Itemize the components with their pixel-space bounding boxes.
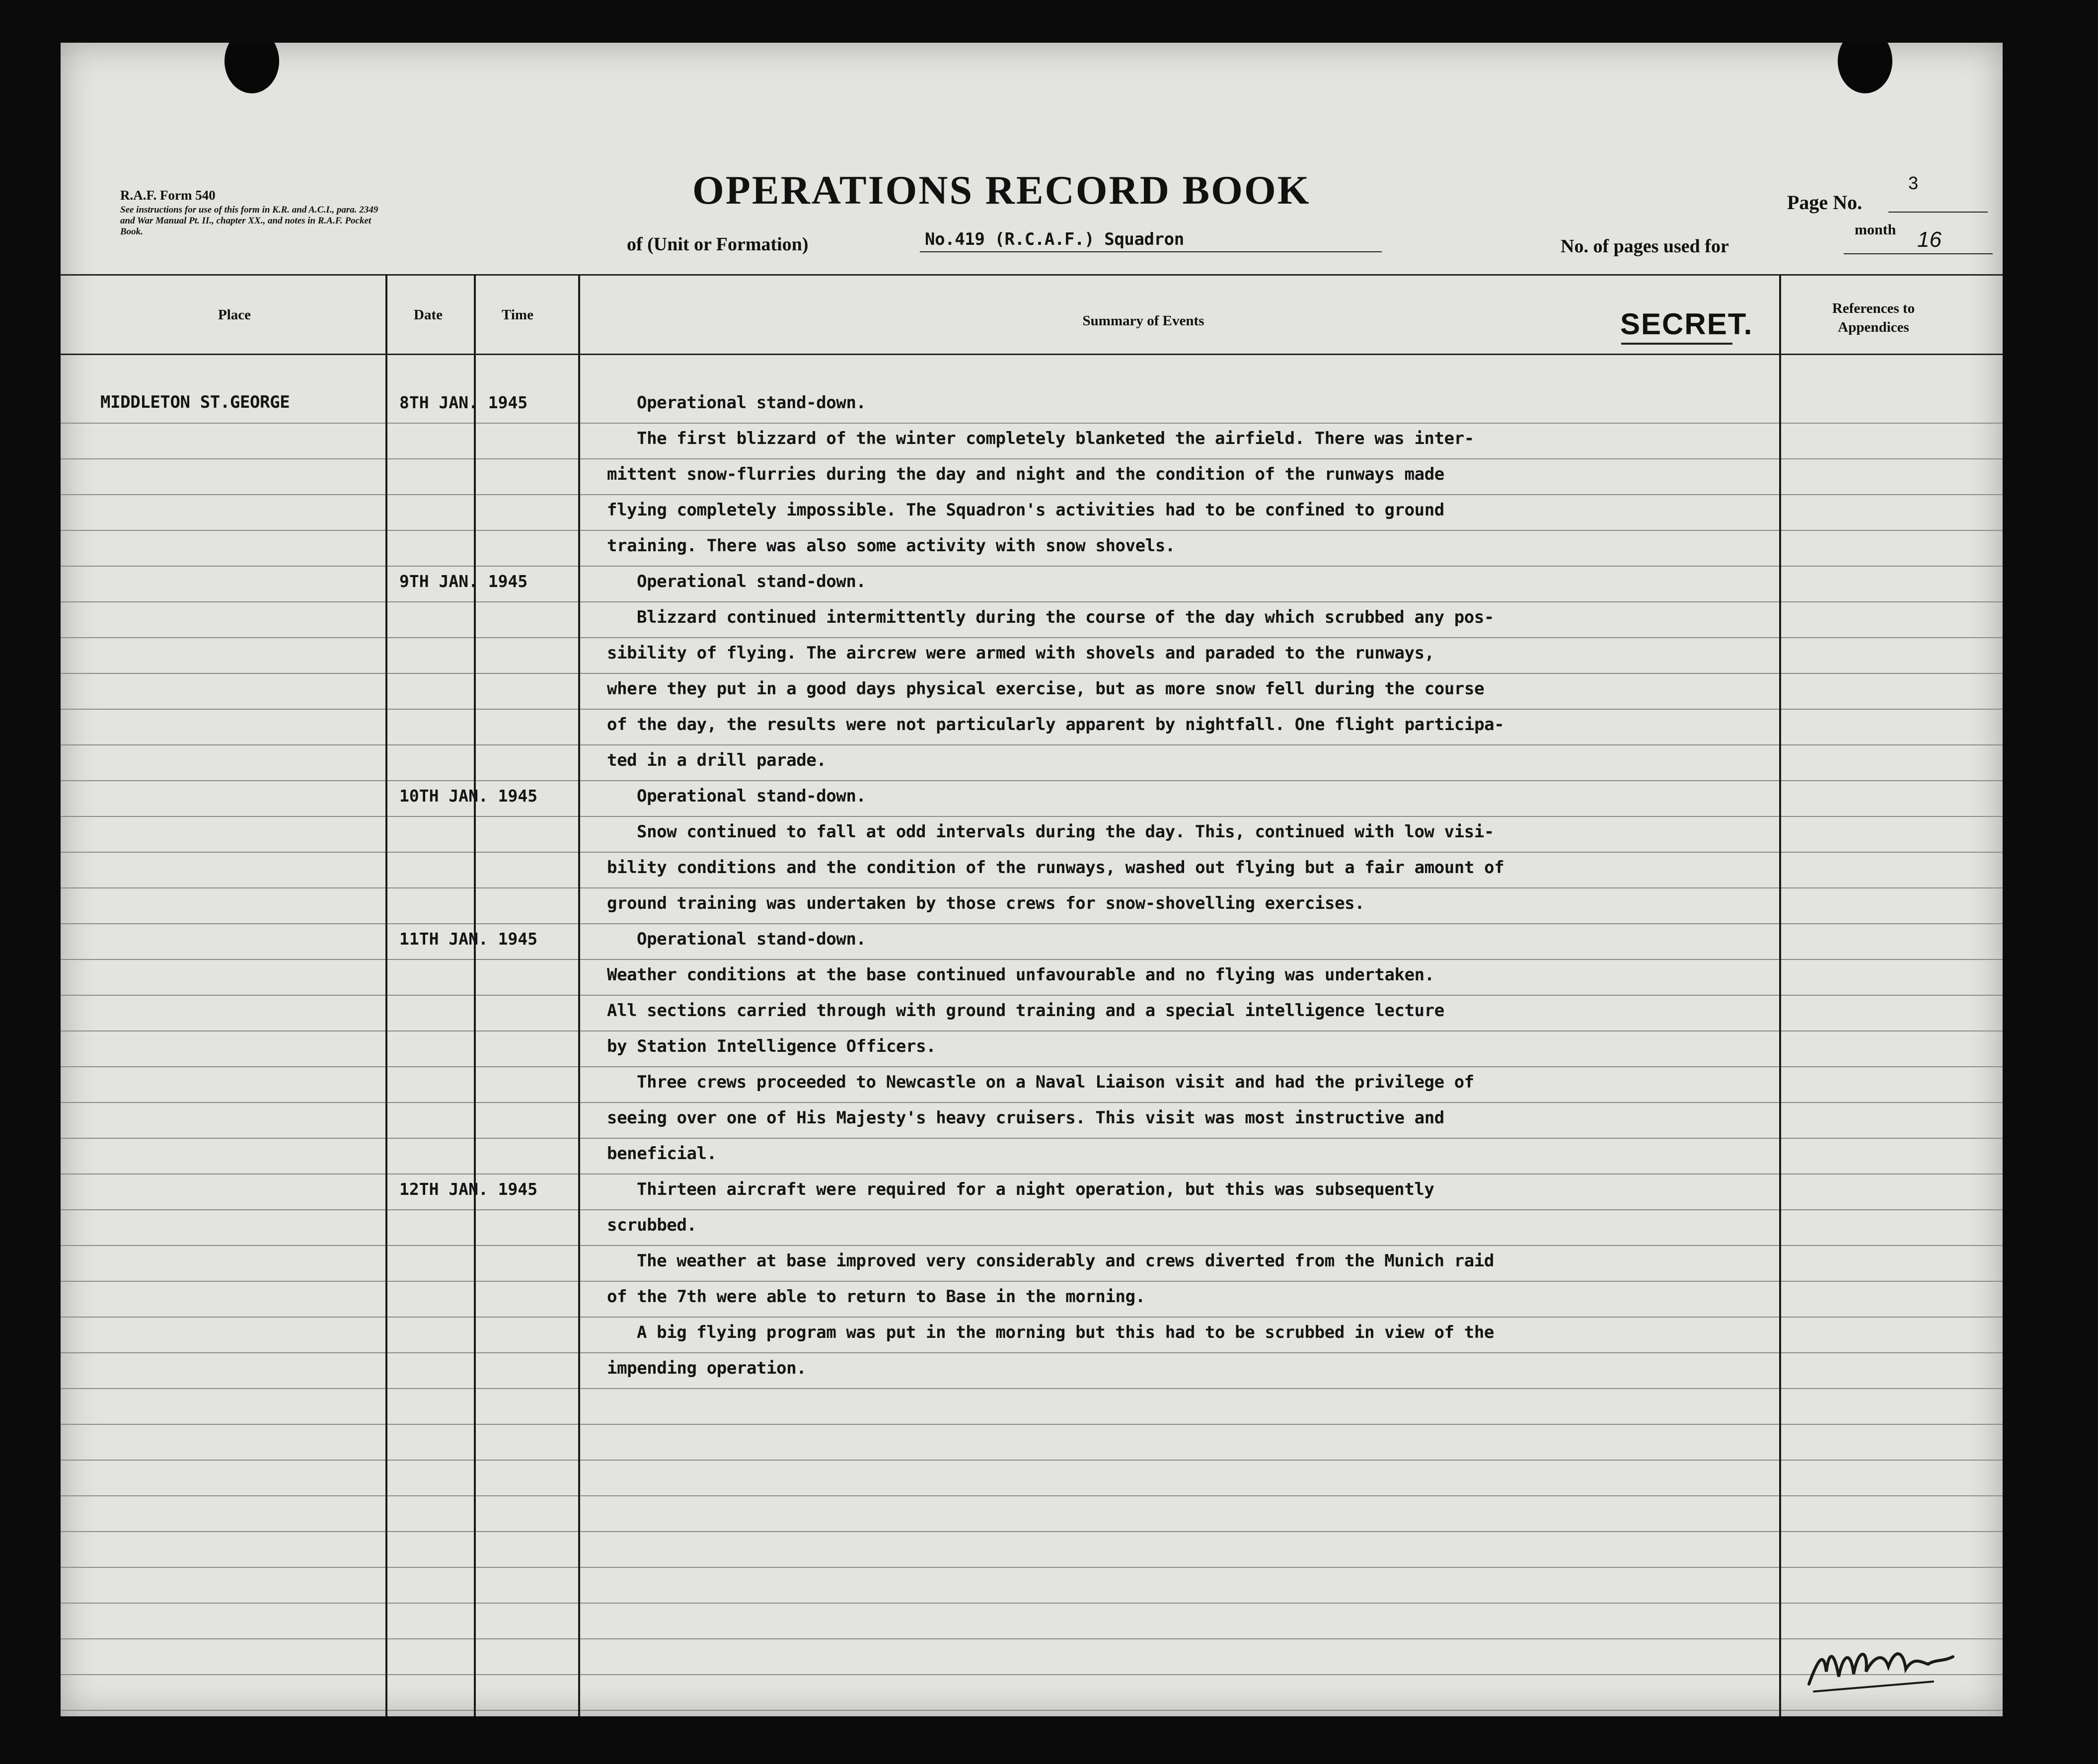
form-instructions: See instructions for use of this form in K.R. and A.C.I., para. 2349 and War Manual Pt. II., chapter XX., and notes in R.A.F. Pocket Book. xyxy=(120,205,378,237)
summary-line: The weather at base improved very considerably and crews diverted from the Munich raid xyxy=(637,1251,1494,1271)
summary-line: impending operation. xyxy=(607,1358,807,1378)
unit-value: No.419 (R.C.A.F.) Squadron xyxy=(925,229,1184,249)
ruled-line xyxy=(61,601,2003,602)
summary-line: by Station Intelligence Officers. xyxy=(607,1036,936,1056)
summary-line: Snow continued to fall at odd intervals during the day. This, continued with low visi- xyxy=(637,822,1494,842)
summary-line: All sections carried through with ground training and a special intelligence lecture xyxy=(607,1001,1444,1021)
summary-line: seeing over one of His Majesty's heavy cruisers. This visit was most instructive and xyxy=(607,1108,1444,1128)
ruled-line xyxy=(61,923,2003,924)
page-no-label: Page No. xyxy=(1787,191,1863,214)
entry-date: 11TH JAN. 1945 xyxy=(399,929,538,949)
ruled-line xyxy=(61,1352,2003,1353)
ruled-line xyxy=(61,1567,2003,1568)
ruled-line xyxy=(61,1281,2003,1282)
summary-line: Operational stand-down. xyxy=(637,393,866,413)
ruled-line xyxy=(61,1710,2003,1711)
ruled-line xyxy=(61,1424,2003,1425)
ruled-line xyxy=(61,1531,2003,1532)
pages-used-label: No. of pages used for xyxy=(1561,236,1729,257)
ruled-line xyxy=(61,1674,2003,1675)
page-title: OPERATIONS RECORD BOOK xyxy=(692,167,1311,213)
ruled-line xyxy=(61,780,2003,781)
col-header-references: References to Appendices xyxy=(1832,300,1915,335)
record-sheet xyxy=(61,43,2003,1716)
binder-hole-right xyxy=(1838,43,1892,93)
summary-line: sibility of flying. The aircrew were armed with shovels and paraded to the runways, xyxy=(607,643,1434,663)
ruled-line xyxy=(61,494,2003,495)
summary-line: The first blizzard of the winter completely blanketed the airfield. There was inter- xyxy=(637,429,1474,448)
ruled-line xyxy=(61,959,2003,960)
summary-line: ted in a drill parade. xyxy=(607,750,826,770)
summary-line: training. There was also some activity with snow shovels. xyxy=(607,536,1175,556)
unit-label: of (Unit or Formation) xyxy=(627,234,809,255)
ruled-line xyxy=(61,852,2003,853)
page-no-value: 3 xyxy=(1908,173,1919,193)
summary-line: beneficial. xyxy=(607,1144,717,1164)
summary-line: Operational stand-down. xyxy=(637,929,866,949)
col-header-place: Place xyxy=(218,307,251,323)
summary-line: Blizzard continued intermittently during the course of the day which scrubbed any pos- xyxy=(637,607,1494,627)
ruled-line xyxy=(61,1245,2003,1246)
binder-hole-left xyxy=(225,43,279,93)
summary-line: ground training was undertaken by those crews for snow-shovelling exercises. xyxy=(607,893,1365,913)
summary-line: Weather conditions at the base continued unfavourable and no flying was undertaken. xyxy=(607,965,1434,985)
summary-line: bility conditions and the condition of the runways, washed out flying but a fair amount of xyxy=(607,858,1504,878)
ruled-line xyxy=(61,1066,2003,1067)
ruled-line xyxy=(61,530,2003,531)
ruled-line xyxy=(61,1388,2003,1389)
ruled-line xyxy=(61,1603,2003,1604)
summary-line: of the 7th were able to return to Base in the morning. xyxy=(607,1287,1145,1307)
ruled-line xyxy=(61,1102,2003,1103)
place-cell: MIDDLETON ST.GEORGE xyxy=(100,392,290,412)
summary-line: A big flying program was put in the morning but this had to be scrubbed in view of the xyxy=(637,1323,1494,1342)
secret-stamp: SECRET. xyxy=(1620,307,1753,341)
ruled-line xyxy=(61,1638,2003,1639)
col-header-time: Time xyxy=(502,307,533,323)
ruled-line xyxy=(61,458,2003,459)
entry-date: 8TH JAN. 1945 xyxy=(399,393,528,412)
ruled-line xyxy=(61,1030,2003,1031)
ruled-line xyxy=(61,1174,2003,1175)
ruled-line xyxy=(61,995,2003,996)
signature-icon xyxy=(1804,1637,1968,1696)
ruled-line xyxy=(61,637,2003,638)
summary-line: Operational stand-down. xyxy=(637,786,866,806)
summary-line: Three crews proceeded to Newcastle on a Naval Liaison visit and had the privilege of xyxy=(637,1072,1474,1092)
divider-time-summary xyxy=(578,274,580,1716)
summary-line: Thirteen aircraft were required for a night operation, but this was subsequently xyxy=(637,1179,1434,1199)
ruled-line xyxy=(61,1138,2003,1139)
summary-line: flying completely impossible. The Squadron's activities had to be confined to ground xyxy=(607,500,1444,520)
ruled-line xyxy=(61,1460,2003,1461)
col-header-summary: Summary of Events xyxy=(1082,313,1204,329)
summary-line: scrubbed. xyxy=(607,1215,697,1235)
ruled-line xyxy=(61,1317,2003,1318)
ruled-line xyxy=(61,566,2003,567)
ruled-line xyxy=(61,816,2003,817)
ruled-line xyxy=(61,1495,2003,1496)
summary-line: of the day, the results were not particularly apparent by nightfall. One flight participa- xyxy=(607,715,1504,735)
col-header-date: Date xyxy=(414,307,443,323)
ruled-line xyxy=(61,744,2003,745)
divider-place-date xyxy=(385,274,387,1716)
entry-date: 9TH JAN. 1945 xyxy=(399,572,528,591)
ruled-line xyxy=(61,423,2003,424)
summary-line: Operational stand-down. xyxy=(637,572,866,591)
divider-date-time xyxy=(474,274,476,1716)
pages-used-value: 16 xyxy=(1917,227,1942,252)
summary-line: where they put in a good days physical exercise, but as more snow fell during the course xyxy=(607,679,1485,699)
ruled-line xyxy=(61,673,2003,674)
entry-date: 10TH JAN. 1945 xyxy=(399,786,538,806)
ruled-line xyxy=(61,887,2003,888)
divider-summary-references xyxy=(1779,274,1781,1716)
pages-used-period: month xyxy=(1855,221,1896,238)
ruled-line xyxy=(61,709,2003,710)
summary-line: mittent snow-flurries during the day and night and the condition of the runways made xyxy=(607,464,1444,484)
form-name: R.A.F. Form 540 xyxy=(120,188,216,203)
ruled-line xyxy=(61,1209,2003,1210)
entry-date: 12TH JAN. 1945 xyxy=(399,1179,538,1199)
